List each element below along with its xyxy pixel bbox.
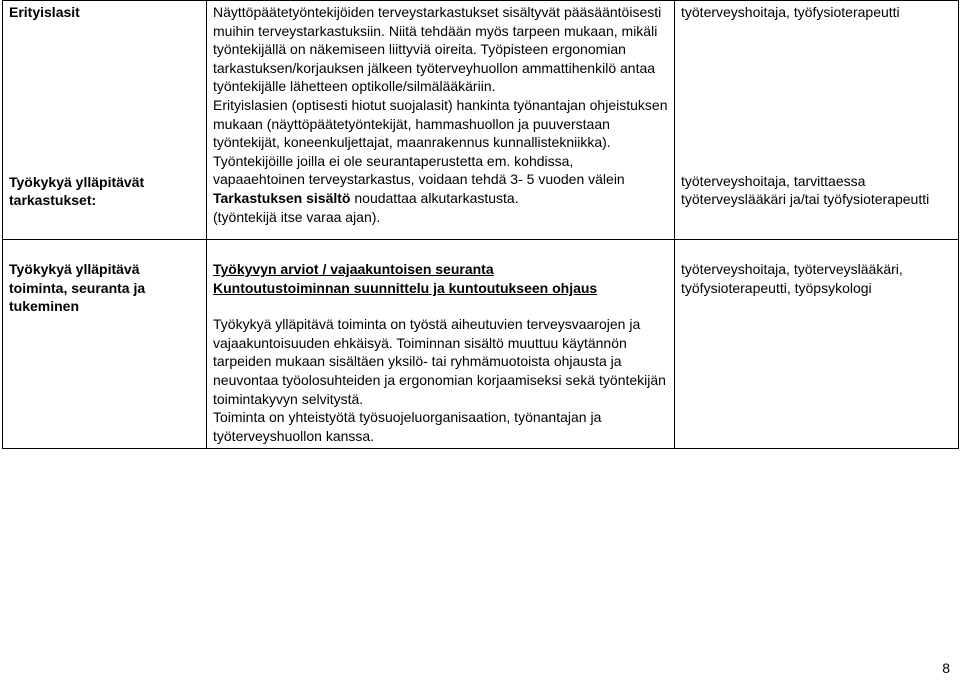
- category-cell: [3, 1, 207, 240]
- category-label: Työkykyä ylläpitävät: [9, 173, 145, 190]
- paragraph: [213, 152, 668, 208]
- bold-term: Tarkastuksen sisältö: [213, 189, 351, 206]
- document-table: [2, 0, 959, 449]
- section-heading: Kuntoutustoiminnan suunnittelu ja kuntoutukseen ohjaus: [213, 279, 598, 296]
- paragraph: Toiminta on yhteistyötä työsuojeluorganisaation, työnantajan ja työterveyshuollon kanssa.: [213, 409, 602, 444]
- paragraph: Työkykyä ylläpitävä toiminta on työstä aiheutuvien terveysvaarojen ja vajaakuntoisuuden ehkäisyä. Toiminnan sisältö muuttuu käytännön tarpeiden mukaan sisältäen yksilö- tai ryhmämuotoista ohjausta ja neuvontaa työolosuhteiden ja ergonomian korjaamiseksi sekä työntekijän toimintakyvyn selvitystä.: [213, 316, 666, 407]
- paragraph: (työntekijä itse varaa ajan).: [213, 208, 381, 225]
- table-row: [3, 240, 959, 449]
- paragraph-text: noudattaa alkutarkastusta.: [354, 189, 519, 206]
- paragraph: Näyttöpäätetyöntekijöiden terveystarkastukset sisältyvät pääsääntöisesti muihin terveystarkastuksiin. Niitä tehdään myös tarpeen mukaan, mikäli työntekijällä on näkemiseen liittyviä oireita. Työpisteen ergonomian tarkastuksen/korjauksen jälkeen työterveyhuollon ammattihenkilö antaa työntekijälle lähetteen optikolle/silmälääkäriin.: [213, 4, 662, 95]
- category-cell: [3, 240, 207, 449]
- responsible-text: työterveyshoitaja, työfysioterapeutti: [681, 4, 900, 20]
- category-label: toiminta, seuranta ja: [9, 279, 146, 296]
- responsible-cell: [675, 240, 959, 449]
- table-row: [3, 1, 959, 240]
- category-label: Erityislasit: [9, 4, 80, 20]
- paragraph: Erityislasien (optisesti hiotut suojalasit) hankinta työnantajan ohjeistuksen mukaan (näyttöpäätetyöntekijät, hammashuollon ja puuverstaan työntekijät, koneenkuljettajat, maanrakennus kunnallistekniikka).: [213, 96, 668, 151]
- category-label: tarkastukset:: [9, 192, 97, 209]
- description-cell: [207, 240, 675, 449]
- page-number: 8: [942, 660, 950, 676]
- category-label: tukeminen: [9, 298, 80, 315]
- responsible-text: työterveyshoitaja, työterveyslääkäri, työfysioterapeutti, työpsykologi: [681, 261, 903, 296]
- responsible-cell: [675, 1, 959, 240]
- responsible-text: työterveyshoitaja, tarvittaessa työterveyslääkäri ja/tai työfysioterapeutti: [681, 172, 930, 208]
- category-label: Työkykyä ylläpitävä: [9, 261, 140, 277]
- description-cell: [207, 1, 675, 240]
- section-heading: Työkyvyn arviot / vajaakuntoisen seuranta: [213, 261, 494, 277]
- paragraph-text: Työntekijöille joilla ei ole seurantaperustetta em. kohdissa, vapaaehtoinen terveystarkastus, voidaan tehdä 3- 5 vuoden välein: [213, 152, 625, 188]
